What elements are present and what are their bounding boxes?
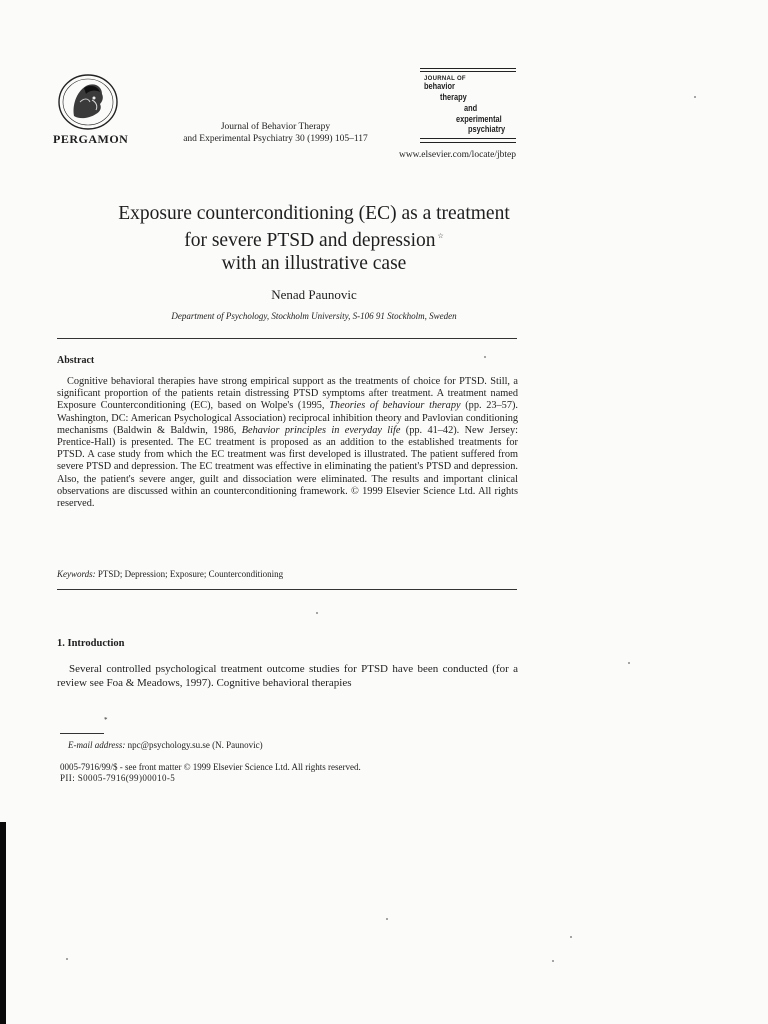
journal-logo-word: psychiatry: [468, 124, 506, 135]
keywords: [57, 569, 283, 579]
pergamon-emblem-icon: [56, 72, 120, 132]
journal-logo-word: experimental: [456, 114, 502, 125]
scan-speck: [484, 356, 486, 358]
scan-speck: [386, 918, 388, 920]
journal-logo: [420, 68, 516, 148]
journal-citation-line-2: and Experimental Psychiatry 30 (1999) 105–117: [183, 134, 368, 144]
title-line-1: Exposure counterconditioning (EC) as a treatment: [118, 203, 510, 224]
footnote-copyright: [60, 762, 361, 784]
abstract-text: Cognitive behavioral therapies have strong empirical support as the treatments of choice for PTSD. Still, a significant proportion of the patients retain distressing PTSD symptoms after treatment. A treatment named Exposure Counterconditioning (EC), based on Wolpe's (1995, Theories of behaviour therapy (pp. 23–57). Washington, DC: American Psychological Association) reciprocal inhibition theory and Pavlovian conditioning mechanisms (Baldwin & Baldwin, 1986, Behavior principles in everyday life (pp. 41–42). New Jersey: Prentice-Hall) is presented. The EC treatment is proposed as an addition to the established treatments for PTSD. A case study from which the EC treatment was first developed is illustrated. The patient suffered from severe PTSD and depression. The EC treatment was effective in eliminating the patient's PTSD and depression. Also, the patient's severe anger, guilt and dissociation were eliminated. The results and important clinical observations are discussed within an counterconditioning framework. © 1999 Elsevier Science Ltd. All rights reserved.: [57, 376, 518, 510]
introduction-text: Several controlled psychological treatment outcome studies for PTSD have been conducted (for a review see Foa & Meadows, 1997). Cognitive behavioral therapies: [57, 663, 518, 689]
divider: [57, 338, 517, 339]
journal-citation: [168, 121, 383, 145]
email-value: npc@psychology.su.se (N. Paunovic): [127, 740, 263, 750]
author-affiliation: Department of Psychology, Stockholm University, S-106 91 Stockholm, Sweden: [171, 311, 457, 321]
scan-speck: [316, 612, 318, 614]
section-heading: 1. Introduction: [57, 638, 125, 649]
publisher-name: PERGAMON: [53, 132, 129, 146]
pii-line: PII: S0005-7916(99)00010-5: [60, 773, 176, 783]
scan-edge-shadow: [0, 822, 6, 1024]
divider: [57, 589, 517, 590]
keywords-label: Keywords:: [57, 569, 96, 579]
title-line-3: with an illustrative case: [221, 253, 407, 274]
scan-speck: [552, 960, 554, 962]
copyright-line: 0005-7916/99/$ - see front matter © 1999 Elsevier Science Ltd. All rights reserved.: [60, 762, 361, 772]
cited-title: Theories of behaviour therapy: [329, 400, 461, 412]
scan-speck: [694, 96, 696, 98]
article-title: [40, 202, 588, 275]
footnote-mark: *: [104, 716, 108, 724]
journal-logo-word: therapy: [440, 92, 467, 103]
footnote-divider: [60, 733, 104, 734]
journal-logo-prefix: JOURNAL OF: [424, 76, 466, 82]
journal-url: www.elsevier.com/locate/jbtep: [398, 150, 516, 160]
scan-speck: [570, 936, 572, 938]
journal-citation-line-1: Journal of Behavior Therapy: [220, 122, 331, 132]
journal-logo-word: behavior: [424, 81, 455, 92]
scan-speck: [628, 662, 630, 664]
footnote-email: [68, 740, 263, 750]
keywords-value: PTSD; Depression; Exposure; Counterconditioning: [97, 569, 284, 579]
email-label: E-mail address:: [68, 740, 126, 750]
title-line-2: for severe PTSD and depression ☆: [184, 230, 444, 251]
journal-logo-word: and: [464, 103, 478, 114]
title-footnote-mark: ☆: [437, 232, 444, 240]
scan-speck: [66, 958, 68, 960]
abstract-heading: Abstract: [57, 355, 95, 366]
author-name: Nenad Paunovic: [271, 287, 357, 302]
cited-title: Behavior principles in everyday life: [241, 424, 401, 436]
